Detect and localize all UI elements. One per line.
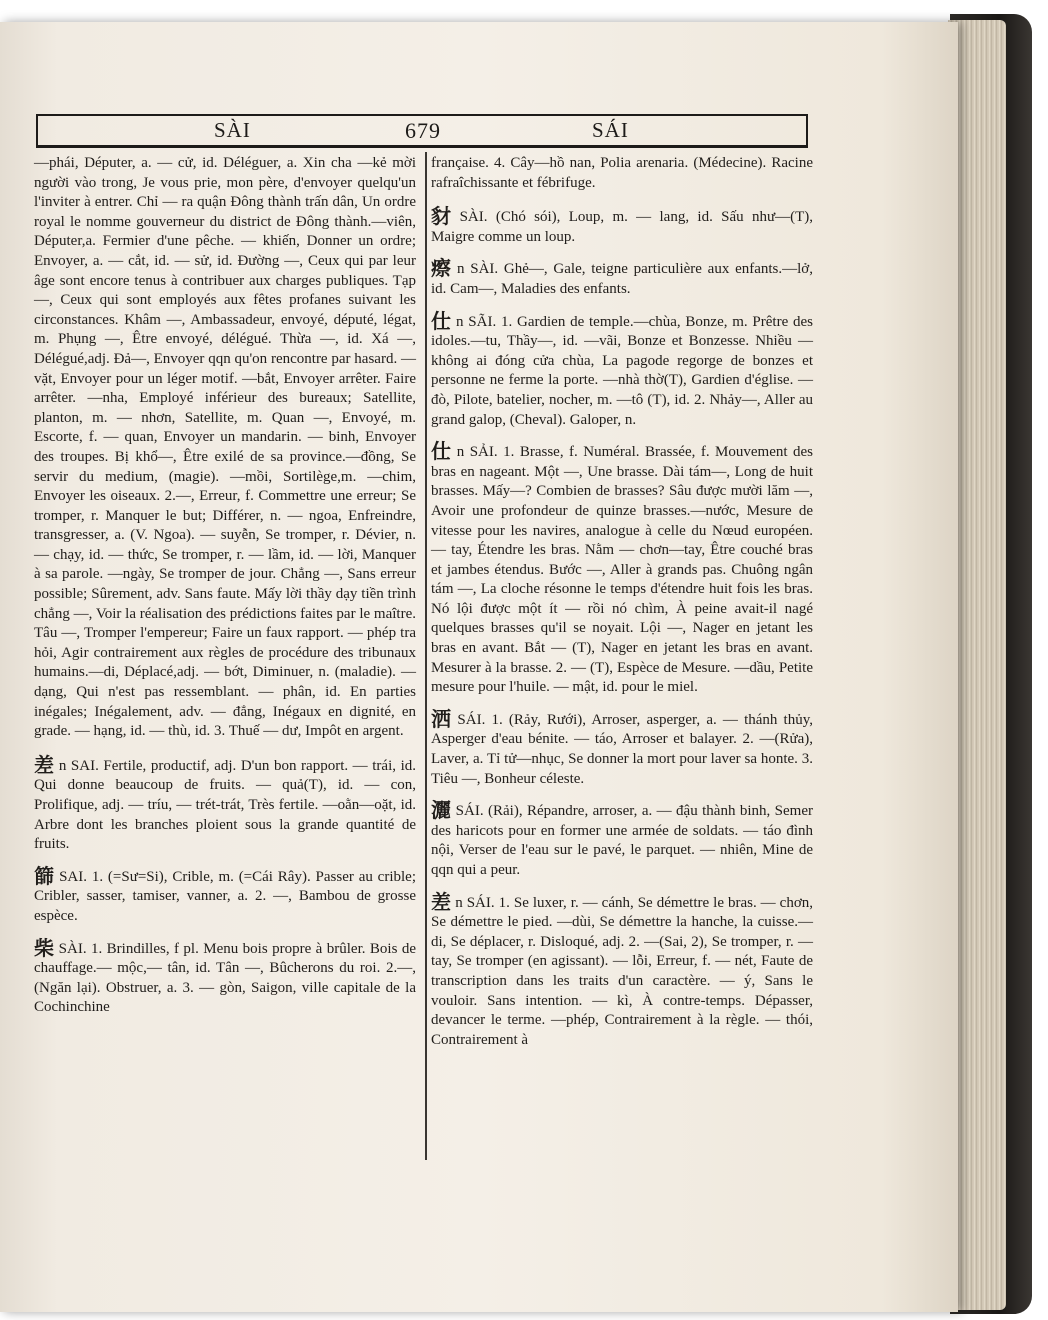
- column-divider: [425, 152, 427, 1160]
- dictionary-entry: [431, 889, 814, 1051]
- header-left-word: SÀI: [214, 118, 251, 142]
- dictionary-entry: [34, 154, 416, 742]
- han-character: 柴: [34, 935, 55, 960]
- entry-text: SÁI. 1. (Rảy, Rưới), Arroser, asperger, a. — thánh thủy, Asperger d'eau bénite. — táo, Arroser et balayer. 2. —(Rửa), Laver, a. Tỉ tử—nhục, Se donner la mort pour laver sa honte. 3. Tiêu —, Bonheur céleste.: [431, 711, 813, 787]
- han-character: 瘵: [431, 256, 453, 281]
- han-character: 洒: [431, 706, 454, 731]
- han-character: 差: [431, 889, 452, 914]
- entry-text: SÀI. 1. Brindilles, f pl. Menu bois propre à brûler. Bois de chauffage.— mộc,— tân, id. Tân —, Bûcherons du roi. 2.—, (Ngăn lại). Obstruer, a. 3. — gòn, Saigon, ville capitale de la Cochinchine: [34, 940, 416, 1016]
- dictionary-entry: [34, 752, 416, 855]
- han-character: 豺: [431, 204, 456, 229]
- dictionary-entry: [34, 935, 416, 1018]
- entry-text: n SAI. Fertile, productif, adj. D'un bon rapport. — trái, id. Qui donne beaucoup de fruits. — quả(T), id. — con, Prolifique, adj. — tríu, — trét-trát, Très fertile. —oằn—oặt, id. Arbre dont les branches ploient sous la grande quantité de fruits.: [34, 757, 416, 853]
- han-character: 仕: [431, 439, 453, 464]
- dictionary-entry: [431, 706, 813, 789]
- page-number: 679: [405, 118, 441, 143]
- entry-text: n SẢI. 1. Brasse, f. Numéral. Brassée, f. Mouvement des bras en nageant. Một —, Une brasse. Dài tám—, Long de huit brasses. Mấy—? Combien de brasses? Sâu được mười lăm —, Avoir une profondeur de quinze brasses.—nước, Mesure de vitesse pour les navires, analogue à celle du Nœud européen. — tay, Étendre les bras. Nằm — chơn—tay, Être couché bras et jambes étendus. Bước —, Aller à grands pas. Chuông ngân tám —, La cloche résonne le temps d'étendre huit fois les bras. Nó lội được một ít — rồi nó chìm, À peine avait-il nagé quelques brasses qu'il se noyait. Lội —, Nager en jetant les bras en avant. Bắt — (T), Nager en jetant les bras en avant. Mesurer à la brasse. 2. — (T), Espèce de Mesure. —dầu, Petite mesure pour l'huile. — mật, id. pour le miel.: [431, 444, 814, 696]
- han-character: 差: [34, 752, 55, 777]
- dictionary-entry: [431, 256, 813, 299]
- entry-text: SÀI. (Chó sói), Loup, m. — lang, id. Sấu như—(T), Maigre comme un loup.: [431, 209, 814, 245]
- entry-text: SÁI. (Rải), Répandre, arroser, a. — đậu thành binh, Semer des haricots pour en former une armée de soldats. — táo đình nội, Verser de l'eau sur le pavé, le parquet. — nhiên, Mine de qqn qui a peur.: [431, 803, 813, 878]
- header-right-word: SÁI: [592, 118, 629, 142]
- entry-text: SAI. 1. (=Sư=Si), Crible, m. (=Cái Rây). Passer au crible; Cribler, sasser, tamiser, vanner, a. 2. —, Bambou de grosse espèce.: [34, 868, 416, 924]
- entry-text: —phái, Députer, a. — cử, id. Déléguer, a. Xin cha —kẻ mời người vào trong, Je vous prie, mon père, d'envoyer quelqu'un l'inviter à entrer. Chỉ — ra quận Đông thành trấn dân, Un ordre royal le nomme gouverneur du district de Đông thành.—viên, Députer,a. Fermier d'une pêche. — khiến, Donner un ordre; Envoyer, a. — cắt, id. — sử, id. Đường —, Ceux qui par leur âge sont encore tenus à contribuer aux charges publiques. Tạp —, Ceux qui sont employés aux fêtes profanes suivant les circonstances. Khâm —, Ambassadeur, envoyé, député, légat, m. Phụng —, Être envoyé, délégué. Thừa —, id. Xá —, Délégué,adj. Đả—, Envoyer qqn qu'on rencontre par hasard. —vặt, Envoyer pour un léger motif. —bắt, Envoyer arrêter. Faire arrêter. —nha, Employé inférieur des bureaux; Satellite, planton, m. — nhơn, Satellite, m. Quan —, Envoyé, m. Escorte, f. — quan, Envoyer un mandarin. — binh, Envoyer des troupes. Bị khổ—, Être exilé de sa province.—đồng, Se servir du medium, (magie). —mồi, Sortilège,m. —chim, Envoyer les oiseaux. 2.—, Erreur, f. Commettre une erreur; Se tromper, r. Manquer le but; Différer, n. — ngoa, Enfreindre, transgresser, a. (V. Ngoa). — suyễn, Se tromper, r. Dévier, n. — chạy, id. — thức, Se tromper, r. — lầm, id. — lời, Manquer à sa parole. —ngày, Se tromper de jour. Chẳng —, Sans erreur possible; Sûrement, adv. Sans faute. Mấy lời thầy dạy tiền trình chẳng —, Voir la réalisation des prédictions faites par le maître. Tâu —, Tromper l'empereur; Faire un faux rapport. — phép tra hỏi, Agir contrairement aux règles de procédure des tribunaux humains.—di, Déplacé,adj. — bớt, Diminuer, n. (maladie). — dạng, Qui n'est pas ressemblant. — phân, id. En parties inégales; Inégalement, adv. — đẳng, Inégaux en dignité, en grade. — hạng, id. — thù, id. 3. Thuế — dư, Impôt en argent.: [34, 155, 416, 740]
- entry-text: n SÁI. 1. Se luxer, r. — cánh, Se démettre le bras. — chơn, Se démettre le pied. —dùi, Se démettre la hanche, la cuisse.—di, Se déplacer, r. Disloqué, adj. 2. —(Sai, 2), Se tromper, r. — tay, Se tromper (en agissant). — lỗi, Erreur, f. — nét, Faute de transcription dans les traits d'un caractère. — ý, Sans le vouloir. Sans intention. — kì, À contre-temps. Dépasser, devancer le terme. —phép, Contrairement à la règle. — thói, Contrairement à: [431, 894, 814, 1048]
- left-column: [34, 154, 416, 1030]
- dictionary-entry: [34, 863, 416, 927]
- entry-text: n SÀI. Ghẻ—, Gale, teigne particulière aux enfants.—lở, id. Cam—, Maladies des enfants.: [431, 261, 813, 297]
- dictionary-entry: [431, 204, 814, 247]
- han-character: 灑: [431, 798, 452, 823]
- dictionary-entry: [431, 439, 814, 698]
- han-character: 篩: [34, 863, 56, 888]
- right-column: [431, 154, 813, 1062]
- dictionary-entry: [431, 798, 813, 880]
- entry-text: n SÃI. 1. Gardien de temple.—chùa, Bonze, m. Prêtre des idoles.—tu, Thầy—, id. —vãi, Bonze et Bonzesse. Nhiều — không ai đóng cửa chùa, La pagode regorge de bonzes et personne ne ferme la porte. —nhà thờ(T), Gardien d'église. — đò, Pilote, batelier, nocher, m. —tô (T), id. 2. Nhảy—, Aller au grand galop, (Cheval). Galoper, n.: [431, 313, 814, 428]
- entry-text: française. 4. Cây—hồ nan, Polia arenaria. (Médecine). Racine rafraîchissante et fébrifuge.: [431, 155, 813, 191]
- han-character: 仕: [431, 308, 453, 333]
- dictionary-entry: [431, 308, 814, 431]
- dictionary-entry: [431, 154, 813, 193]
